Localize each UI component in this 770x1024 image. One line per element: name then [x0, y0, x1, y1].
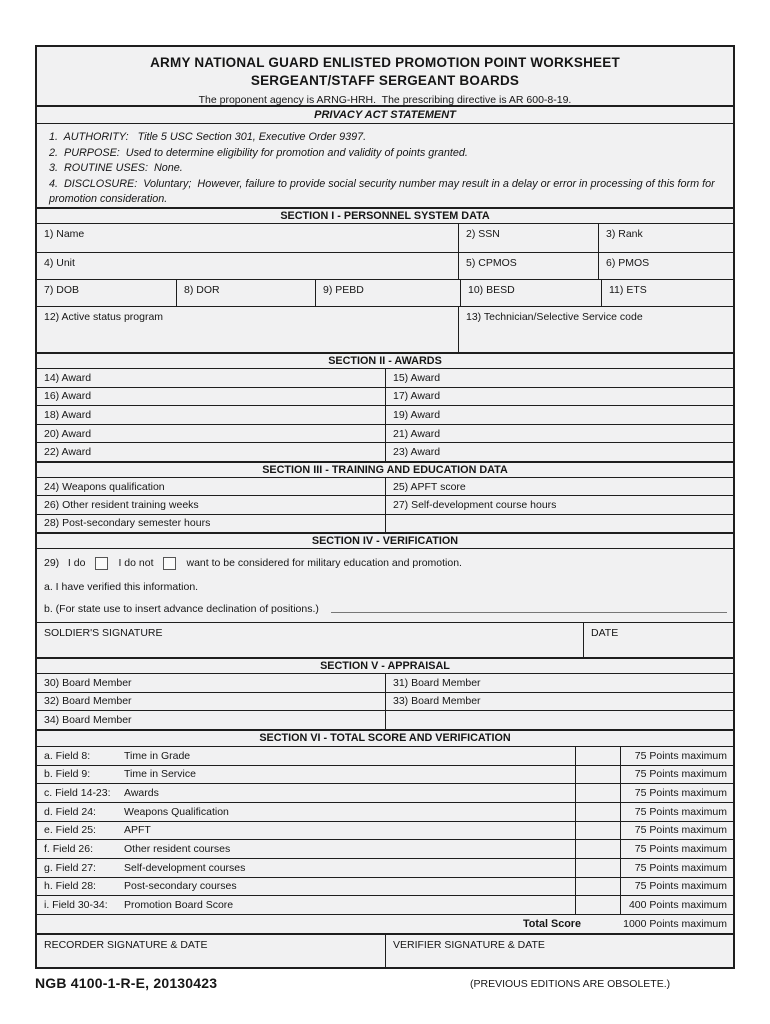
score-field-desc: Weapons Qualification	[124, 805, 229, 818]
score-row	[37, 746, 733, 765]
score-field-desc: Post-secondary courses	[124, 880, 237, 893]
field-ets-cell[interactable]	[601, 280, 733, 306]
awards-row	[37, 368, 733, 387]
section-iv-header: SECTION IV - VERIFICATION	[37, 532, 733, 548]
board-member-32-label: 32) Board Member	[44, 695, 132, 708]
score-max-cell: 75 Points maximum	[620, 878, 733, 896]
award-14-cell[interactable]	[37, 369, 385, 387]
score-input-cell[interactable]	[575, 840, 620, 858]
score-input-cell[interactable]	[575, 747, 620, 765]
field-24-weapons-cell[interactable]	[37, 478, 385, 495]
award-23-cell[interactable]	[385, 443, 733, 461]
field-technician-label: 13) Technician/Selective Service code	[466, 311, 643, 323]
score-max-cell: 75 Points maximum	[620, 784, 733, 802]
score-field-ref: c. Field 14-23:	[44, 787, 111, 800]
field-25-apft-cell[interactable]	[385, 478, 733, 495]
score-max-cell: 75 Points maximum	[620, 822, 733, 840]
score-label-cell	[37, 766, 575, 784]
award-15-cell[interactable]	[385, 369, 733, 387]
date-label: DATE	[591, 626, 619, 639]
empty-cell	[385, 515, 733, 532]
field-pmos-cell[interactable]	[598, 253, 733, 279]
score-input-cell[interactable]	[575, 784, 620, 802]
empty-cell	[385, 711, 733, 729]
score-field-desc: Other resident courses	[124, 843, 231, 856]
score-row	[37, 802, 733, 821]
soldier-signature-row	[37, 622, 733, 657]
form-title-line2: SERGEANT/STAFF SERGEANT BOARDS	[250, 73, 520, 88]
recorder-signature-label: RECORDER SIGNATURE & DATE	[44, 938, 208, 951]
score-label-cell	[37, 747, 575, 765]
award-22-cell[interactable]	[37, 443, 385, 461]
score-max-cell: 75 Points maximum	[620, 859, 733, 877]
score-field-ref: b. Field 9:	[44, 768, 91, 781]
privacy-item-authority: 1. AUTHORITY: Title 5 USC Section 301, Executive Order 9397.	[49, 131, 367, 143]
award-17-label: 17) Award	[393, 390, 441, 403]
award-18-cell[interactable]	[37, 406, 385, 424]
score-label-cell	[37, 803, 575, 821]
section-i-header: SECTION I - PERSONNEL SYSTEM DATA	[37, 207, 733, 223]
field-active-status-cell[interactable]	[37, 307, 458, 352]
field-cpmos-cell[interactable]	[458, 253, 598, 279]
score-field-ref: d. Field 24:	[44, 805, 96, 818]
board-member-30-cell[interactable]	[37, 674, 385, 692]
consideration-middle: I do not	[118, 557, 154, 570]
field-pmos-label: 6) PMOS	[606, 257, 650, 269]
recorder-verifier-row	[37, 933, 733, 967]
recorder-signature-cell[interactable]	[37, 935, 385, 967]
board-member-row	[37, 673, 733, 692]
field-technician-cell[interactable]	[458, 307, 733, 352]
award-16-cell[interactable]	[37, 388, 385, 406]
privacy-item-purpose: 2. PURPOSE: Used to determine eligibility for promotion and validity of points granted.	[49, 146, 468, 159]
training-row	[37, 477, 733, 495]
score-field-desc: Awards	[124, 787, 159, 800]
score-row	[37, 839, 733, 858]
award-14-label: 14) Award	[44, 371, 92, 384]
verifier-signature-cell[interactable]	[385, 935, 733, 967]
section-ii-header: SECTION II - AWARDS	[37, 352, 733, 368]
score-row	[37, 765, 733, 784]
field-pebd-label: 9) PEBD	[323, 284, 364, 296]
board-member-33-cell[interactable]	[385, 693, 733, 711]
declination-line-row	[44, 603, 733, 615]
score-input-cell[interactable]	[575, 822, 620, 840]
score-field-desc: Promotion Board Score	[124, 899, 234, 911]
score-input-cell[interactable]	[575, 878, 620, 896]
verifier-signature-label: VERIFIER SIGNATURE & DATE	[393, 938, 545, 951]
consideration-line	[44, 557, 733, 570]
section-i-row-3	[37, 279, 733, 306]
score-field-ref: g. Field 27:	[44, 861, 96, 874]
section-vi-header: SECTION VI - TOTAL SCORE AND VERIFICATION	[37, 729, 733, 746]
declination-statement: b. (For state use to insert advance declination of positions.)	[44, 602, 319, 615]
score-max-cell: 400 Points maximum	[620, 896, 733, 914]
form-header	[37, 47, 733, 105]
score-field-ref: f. Field 26:	[44, 843, 94, 856]
field-ssn-label: 2) SSN	[466, 228, 500, 240]
award-18-label: 18) Award	[44, 408, 92, 421]
score-row	[37, 858, 733, 877]
awards-row	[37, 424, 733, 443]
award-20-cell[interactable]	[37, 425, 385, 443]
score-label-cell	[37, 840, 575, 858]
award-19-cell[interactable]	[385, 406, 733, 424]
score-row	[37, 783, 733, 802]
score-row	[37, 877, 733, 896]
field-ssn-cell[interactable]	[458, 224, 598, 252]
training-row	[37, 495, 733, 513]
section-v-header: SECTION V - APPRAISAL	[37, 657, 733, 673]
score-field-desc: Time in Service	[124, 768, 196, 781]
score-label-cell	[37, 878, 575, 896]
field-besd-label: 10) BESD	[468, 284, 515, 296]
board-member-34-cell[interactable]	[37, 711, 385, 729]
board-member-row	[37, 692, 733, 711]
board-member-34-label: 34) Board Member	[44, 714, 132, 727]
form-subtitle: The proponent agency is ARNG-HRH. The prescribing directive is AR 600-8-19.	[198, 94, 572, 106]
score-label-cell	[37, 859, 575, 877]
field-ets-label: 11) ETS	[609, 284, 647, 296]
consideration-suffix: want to be considered for military education and promotion.	[186, 557, 462, 570]
awards-row	[37, 387, 733, 406]
previous-editions-note: (PREVIOUS EDITIONS ARE OBSOLETE.)	[470, 978, 671, 990]
advance-declination-write-line[interactable]	[331, 612, 727, 613]
field-26-label: 26) Other resident training weeks	[44, 498, 199, 511]
score-max-cell: 75 Points maximum	[620, 840, 733, 858]
score-field-ref: a. Field 8:	[44, 749, 91, 762]
score-row	[37, 895, 733, 914]
total-score-label: Total Score	[523, 917, 581, 930]
form-number: NGB 4100-1-R-E, 20130423	[35, 975, 218, 991]
i-do-checkbox[interactable]	[95, 557, 108, 570]
i-do-not-checkbox[interactable]	[163, 557, 176, 570]
score-input-cell[interactable]	[575, 803, 620, 821]
score-label-cell	[37, 784, 575, 802]
board-member-32-cell[interactable]	[37, 693, 385, 711]
field-28-label: 28) Post-secondary semester hours	[44, 517, 211, 530]
score-field-ref: e. Field 25:	[44, 824, 96, 837]
award-21-label: 21) Award	[393, 427, 441, 440]
awards-row	[37, 405, 733, 424]
field-dob-cell[interactable]	[37, 280, 176, 306]
soldier-signature-cell[interactable]	[37, 623, 583, 657]
field-rank-cell[interactable]	[598, 224, 733, 252]
award-22-label: 22) Award	[44, 446, 92, 459]
field-pebd-cell[interactable]	[315, 280, 460, 306]
field-active-status-label: 12) Active status program	[44, 311, 164, 323]
field-28-postsecondary-cell[interactable]	[37, 515, 385, 532]
section-i-row-1	[37, 223, 733, 252]
awards-row	[37, 442, 733, 461]
score-field-ref: i. Field 30-34:	[44, 899, 108, 911]
board-member-30-label: 30) Board Member	[44, 676, 132, 689]
soldier-signature-label: SOLDIER'S SIGNATURE	[44, 626, 163, 639]
score-input-cell[interactable]	[575, 766, 620, 784]
total-score-max: 1000 Points maximum	[623, 917, 727, 930]
total-score-row	[37, 914, 733, 933]
score-field-ref: h. Field 28:	[44, 880, 96, 893]
score-input-cell[interactable]	[575, 859, 620, 877]
field-rank-label: 3) Rank	[606, 228, 643, 240]
field-besd-cell[interactable]	[460, 280, 601, 306]
verification-block	[37, 548, 733, 622]
field-unit-cell[interactable]	[37, 253, 458, 279]
section-i-row-2	[37, 252, 733, 279]
section-iii-header: SECTION III - TRAINING AND EDUCATION DATA	[37, 461, 733, 477]
score-max-cell: 75 Points maximum	[620, 747, 733, 765]
field-25-label: 25) APFT score	[393, 480, 466, 493]
board-member-31-label: 31) Board Member	[393, 676, 481, 689]
score-field-desc: Time in Grade	[124, 749, 191, 762]
section-i-row-4	[37, 306, 733, 352]
verified-statement: a. I have verified this information.	[44, 580, 199, 593]
field-dob-label: 7) DOB	[44, 284, 80, 296]
field-name-label: 1) Name	[44, 228, 85, 240]
privacy-act-header: PRIVACY ACT STATEMENT	[37, 105, 733, 123]
field-27-label: 27) Self-development course hours	[393, 498, 557, 511]
score-field-desc: Self-development courses	[124, 861, 246, 874]
award-17-cell[interactable]	[385, 388, 733, 406]
field-27-selfdev-cell[interactable]	[385, 496, 733, 513]
score-max-cell: 75 Points maximum	[620, 766, 733, 784]
field-24-label: 24) Weapons qualification	[44, 480, 165, 493]
board-member-33-label: 33) Board Member	[393, 695, 481, 708]
privacy-item-routine-uses: 3. ROUTINE USES: None.	[49, 162, 183, 174]
score-field-desc: APFT	[124, 824, 151, 837]
privacy-item-disclosure: 4. DISCLOSURE: Voluntary; However, failure to provide social security number may result in a delay or error in processing of this form for promotion consideration.	[49, 177, 718, 205]
consideration-prefix: 29) I do	[44, 557, 86, 570]
field-dor-cell[interactable]	[176, 280, 315, 306]
award-19-label: 19) Award	[393, 408, 441, 421]
field-unit-label: 4) Unit	[44, 257, 75, 269]
board-member-31-cell[interactable]	[385, 674, 733, 692]
score-max-cell: 75 Points maximum	[620, 803, 733, 821]
field-dor-label: 8) DOR	[184, 284, 220, 296]
training-row	[37, 514, 733, 532]
award-20-label: 20) Award	[44, 427, 92, 440]
award-23-label: 23) Award	[393, 446, 441, 459]
award-16-label: 16) Award	[44, 390, 92, 403]
field-26-resident-cell[interactable]	[37, 496, 385, 513]
score-label-cell	[37, 822, 575, 840]
form-title-line1: ARMY NATIONAL GUARD ENLISTED PROMOTION POINT WORKSHEET	[150, 55, 620, 70]
field-cpmos-label: 5) CPMOS	[466, 257, 517, 269]
date-cell[interactable]	[583, 623, 733, 657]
worksheet-form	[35, 45, 735, 969]
score-input-cell[interactable]	[575, 896, 620, 914]
award-15-label: 15) Award	[393, 371, 441, 384]
award-21-cell[interactable]	[385, 425, 733, 443]
privacy-act-body	[37, 123, 733, 207]
score-label-cell	[37, 896, 575, 914]
field-name-cell[interactable]	[37, 224, 458, 252]
board-member-row	[37, 710, 733, 729]
score-row	[37, 821, 733, 840]
